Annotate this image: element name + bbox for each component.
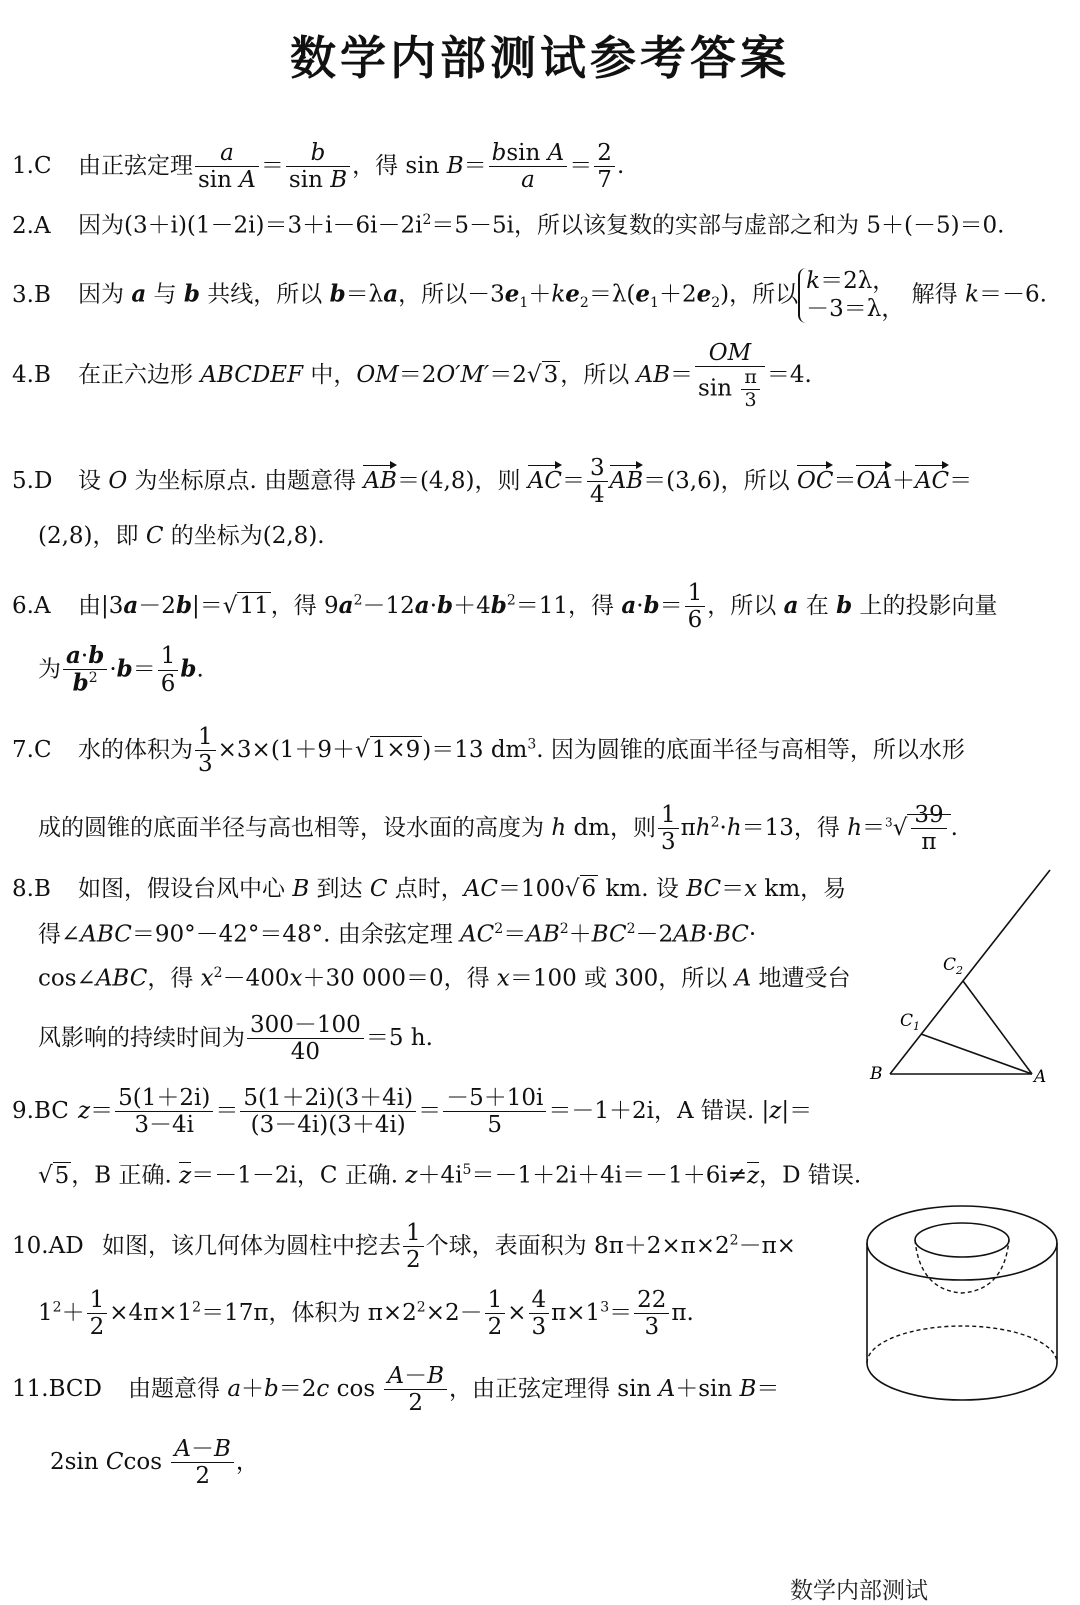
answer-10: 10.AD 如图，该几何体为圆柱中挖去 $\frac{1}{2}$ 个球，表面积为 $8\pi+2\times\pi\times 2^2-\pi\times$ [12,1220,796,1274]
triangle-figure [860,860,1060,1090]
answer-number: 9.BC [12,1097,69,1124]
answer-3: 3.B 因为 a 与 b 共线，所以 b＝λa，所以$-3e_1+ke_2=\lambda(e_1+2e_2)$，所以k＝2λ， －3＝λ， 解得 k＝－6. [12,268,1047,322]
cylinder-bottom-back [867,1326,1057,1363]
answer-6-cont: 为 $\frac{a\cdot b}{b^2}$ ·b＝ $\frac{1}{6}$ b. [38,642,204,698]
answer-5-cont: (2,8)，即 C 的坐标为(2,8). [38,523,325,549]
label-b: B [870,1064,883,1084]
answer-7: 7.C 水的体积为 $\frac{1}{3}$ ×3×(1＋9＋√1×9)＝13 $dm^3$. 因为圆锥的底面半径与高相等，所以水形 [12,724,965,778]
page-title: 数学内部测试参考答案 [290,31,790,85]
answer-number: 10.AD [12,1232,84,1259]
segment-ac2 [963,981,1032,1074]
answer-11: 11.BCD 由题意得 a＋b＝2c cos $\frac{A-B}{2}$ ，由正弦定理得 sin A＋sin B＝ [12,1363,780,1417]
answer-7-cont: 成的圆锥的底面半径与高也相等，设水面的高度为 h dm，则 $\frac{1}{3}$ $\pi h^2\cdot h=13$，得 h＝$^3$√ $\frac{39}{\pi}$ . [38,802,958,856]
hemisphere-hidden [915,1240,1009,1293]
answer-9-cont: √5，B 正确. z＝－1－2i，C 正确. $z+4i^5=-1+2i+4i=-1+6i\ne z$，D 错误. [38,1162,862,1189]
cylinder-top [867,1206,1057,1280]
answer-8: 8.B 如图，假设台风中心 B 到达 C 点时，AC＝100√6 km. 设 BC＝x km，易 [12,876,847,902]
answer-9: 9.BC z＝ $\frac{5(1+2i)}{3-4i}$ ＝ $\frac{5(1+2i)(3+4i)}{(3-4i)(3+4i)}$ ＝ $\frac{-5+10i}{5}$ ＝－1＋2i，A 错误. |z|＝ [12,1085,813,1139]
answer-1: 1.C 由正弦定理 $\frac{a}{\text{sin A}}$ ＝ $\frac{b}{\text{sin B}}$ ，得 sin B＝ $\frac{\text{bsin A}}{a}$ ＝ $\frac{2}{7}$ . [12,140,625,194]
segment-ac1 [921,1034,1032,1074]
cylinder-bottom-front [867,1363,1057,1400]
answer-11-cont: 2sin Ccos $\frac{A-B}{2}$ ， [50,1436,259,1490]
label-c1: $C_1$ [900,1011,921,1033]
answer-number: 3.B [12,281,51,308]
label-a: A [1034,1067,1047,1087]
answer-number: 7.C [12,736,52,763]
answer-number: 5.D [12,467,53,494]
answer-8-cont2: cos∠ABC，得 $x^2-400x+30$ 000＝0，得 x＝100 或 300，所以 A 地遭受台 [38,965,851,992]
answer-4: 4.B 在正六边形 ABCDEF 中，OM＝2O′M′＝2√3，所以 AB＝ OM sin $\frac{\pi}{3}$ ＝4. [12,340,812,412]
answer-number: 1.C [12,152,52,179]
label-c2: $C_2$ [943,955,964,977]
answer-8-cont3: 风影响的持续时间为 $\frac{300-100}{40}$ ＝5 h. [38,1012,433,1066]
answer-10-cont: $1^2+$ $\frac{1}{2}$ $\times 4\pi\times 1^2=17\pi$，体积为 $\pi\times 2^2\times 2-$ $\frac{1}{2}$ × $\frac{4}{3}$ $\pi\times 1^3=$ $\frac{22}{3}$ π. [38,1287,694,1341]
answer-number: 2.A [12,212,51,239]
answer-number: 4.B [12,362,51,389]
answer-number: 11.BCD [12,1375,102,1402]
answer-8-cont1: 得∠ABC＝90°－42°＝48°. 由余弦定理 $AC^2=AB^2+BC^2-2AB\cdot BC\cdot$ [38,921,757,948]
answer-number: 6.A [12,592,51,619]
answer-6: 6.A 由|3a－2b|＝√11，得 $9a^2-12a\cdot b+4b^2=11$，得 a·b＝ $\frac{1}{6}$ ，所以 a 在 b 上的投影向量 [12,580,998,634]
answer-number: 8.B [12,876,51,902]
answer-2: 2.A 因为$(3+i)(1-2i)=3+i-6i-2i^2=5-5i$，所以该复数的实部与虚部之和为 5＋(－5)＝0. [12,212,1005,239]
cylinder-figure [860,1195,1070,1405]
hole-rim [915,1223,1009,1257]
answer-5: 5.D 设 O 为坐标原点. 由题意得 AB＝(4,8)，则 AC＝ $\frac{3}{4}$ AB＝(3,6)，所以 OC＝OA＋AC＝ [12,455,973,509]
ray-line [890,870,1050,1074]
page-footer: 数学内部测试 [790,1578,928,1604]
